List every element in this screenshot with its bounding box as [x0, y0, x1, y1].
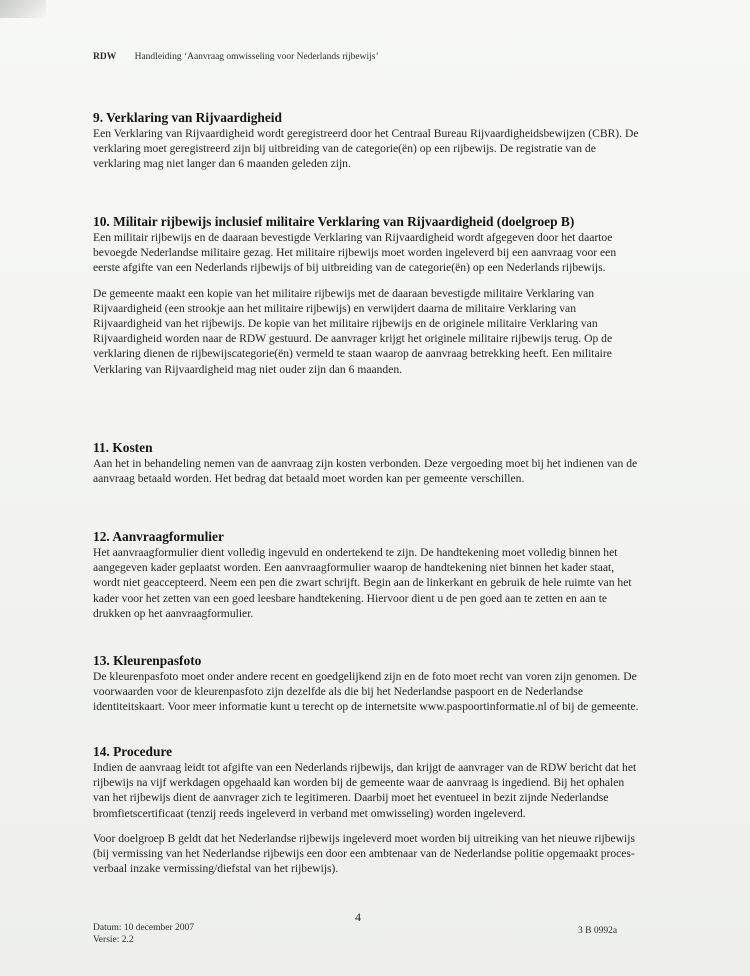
header-org: RDW [93, 52, 117, 62]
section-heading: 12. Aanvraagformulier [93, 529, 224, 544]
section-paragraph: Aan het in behandeling nemen van de aanvraag zijn kosten verbonden. Deze vergoeding moet bij het indienen van de aanvraag betaald worden. Het bedrag dat betaald moet worden kan per gemeente verschillen. [93, 457, 638, 486]
section-heading: 9. Verklaring van Rijvaardigheid [93, 110, 282, 125]
section-paragraph: De kleurenpasfoto moet onder andere recent en goedgelijkend zijn en de foto moet recht van voren zijn genomen. De voorwaarden voor de kleurenpasfoto zijn dezelfde als die bij het Nederlandse paspoort en de Nederlandse identiteitskaart. Voor meer informatie kunt u terecht op de internetsite www.paspoortinformatie.nl of bij de gemeente. [93, 670, 639, 714]
section-heading: 11. Kosten [93, 440, 153, 455]
section-heading: 13. Kleurenpasfoto [93, 653, 202, 668]
page-number: 4 [355, 910, 361, 924]
section-heading: 14. Procedure [93, 744, 173, 759]
header-title: Handleiding ‘Aanvraag omwisseling voor Nederlands rijbewijs’ [134, 52, 379, 62]
scan-shadow [0, 0, 46, 18]
section-heading: 10. Militair rijbewijs inclusief militaire Verklaring van Rijvaardigheid (doelgroep B) [93, 214, 575, 229]
section-verklaring-rijvaardigheid [93, 110, 643, 172]
section-kosten [93, 440, 643, 486]
page-header [93, 52, 379, 62]
section-militair-rijbewijs [93, 214, 643, 377]
section-paragraph: Voor doelgroep B geldt dat het Nederlandse rijbewijs ingeleverd moet worden bij uitreiking van het nieuwe rijbewijs (bij vermissing van het Nederlandse rijbewijs een door een ambtenaar van de Nederlandse politie opgemaakt proces-verbaal inzake vermissing/diefstal van het rijbewijs). [93, 831, 635, 876]
footer-meta [93, 922, 194, 946]
section-kleurenpasfoto [93, 653, 643, 715]
section-paragraph: Een Verklaring van Rijvaardigheid wordt geregistreerd door het Centraal Bureau Rijvaardigheidsbewijzen (CBR). De verklaring moet geregistreerd zijn bij uitbreiding van de categorie(ën) op een rijbewijs. De registratie van de verklaring mag niet langer dan 6 maanden geleden zijn. [93, 127, 639, 171]
footer-version: Versie: 2.2 [93, 935, 134, 945]
section-paragraph: De gemeente maakt een kopie van het militaire rijbewijs met de daaraan bevestigde militaire Verklaring van Rijvaardigheid (een strookje aan het militaire rijbewijs) en verwijdert daarna de militaire Verklaring van Rijvaardigheid van het rijbewijs. De kopie van het militaire rijbewijs en de originele militaire Verklaring van Rijvaardigheid worden naar de RDW gestuurd. De aanvrager krijgt het originele militaire rijbewijs terug. Op de verklaring dienen de rijbewijscategorie(ën) vermeld te staan waarop de aanvraag betrekking heeft. Een militaire Verklaring van Rijvaardigheid mag niet ouder zijn dan 6 maanden. [93, 286, 613, 376]
section-procedure [93, 744, 643, 876]
footer-date: Datum: 10 december 2007 [93, 923, 195, 933]
section-paragraph: Het aanvraagformulier dient volledig ingevuld en ondertekend te zijn. De handtekening moet volledig binnen het aangegeven kader geplaatst worden. Een aanvraagformulier waarop de handtekening niet binnen het kader staat, wordt niet geaccepteerd. Neem een pen die zwart schrijft. Begin aan de linkerkant en gebruik de hele ruimte van het kader voor het zetten van een goed leesbare handtekening. Hiervoor dient u de pen goed aan te zetten en aan te drukken op het aanvraagformulier. [93, 546, 632, 620]
section-paragraph: Indien de aanvraag leidt tot afgifte van een Nederlands rijbewijs, dan krijgt de aanvrager van de RDW bericht dat het rijbewijs na vijf werkdagen opgehaald kan worden bij de gemeente waar de aanvraag is ingediend. Bij het ophalen van het rijbewijs dient de aanvrager zich te legitimeren. Daarbij moet het eventueel in bezit zijnde Nederlandse bromfietscertificaat (tenzij reeds ingeleverd in verband met omwisseling) worden ingeleverd. [93, 761, 637, 820]
section-aanvraagformulier [93, 529, 643, 621]
section-paragraph: Een militair rijbewijs en de daaraan bevestigde Verklaring van Rijvaardigheid wordt afgegeven door het daartoe bevoegde Nederlandse militaire gezag. Het militaire rijbewijs moet worden ingeleverd bij een aanvraag voor een eerste afgifte van een Nederlands rijbewijs of bij uitbreiding van de categorie(ën) op een Nederlands rijbewijs. [93, 231, 617, 275]
footer-code: 3 B 0992a [578, 926, 618, 936]
